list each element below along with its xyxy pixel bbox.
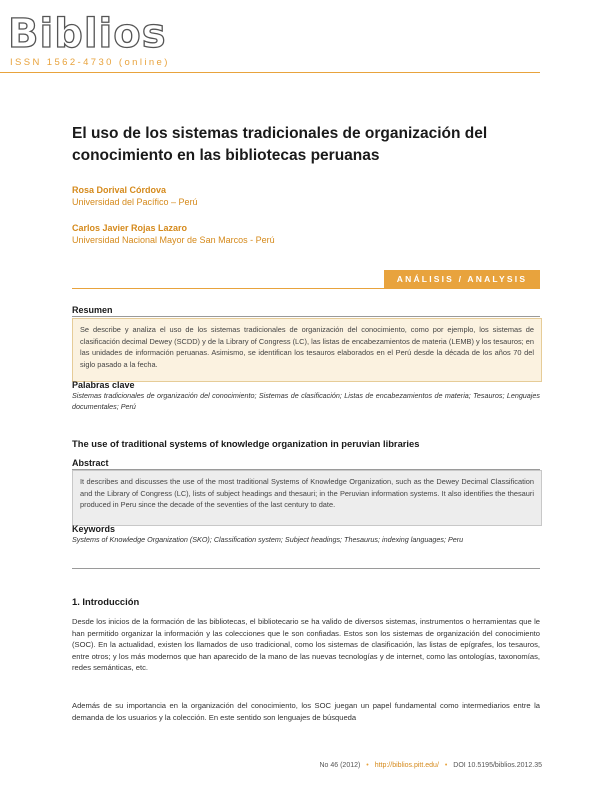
article-title: El uso de los sistemas tradicionales de organización del conocimiento en las bibliotecas peruanas xyxy=(72,125,488,164)
resumen-label: Resumen xyxy=(72,305,113,315)
author-name: Rosa Dorival Córdova xyxy=(72,185,167,195)
author-affiliation: Universidad del Pacífico – Perú xyxy=(72,197,198,207)
author-1 xyxy=(72,184,198,208)
abstract-label: Abstract xyxy=(72,458,109,468)
footer-issue: No 46 (2012) xyxy=(319,762,361,769)
abstract-box: It describes and discusses the use of the most traditional Systems of Knowledge Organization, such as the Dewey Decimal Classification and the Library of Congress (LC), lists of subject headings and thesauri; in the Peruvian information systems. It also identifies the thesauri produced in Peru since the decade of the seventies of the last century to date. xyxy=(72,470,542,526)
footer-separator: • xyxy=(366,762,369,769)
footer-doi: DOI 10.5195/biblios.2012.35 xyxy=(453,762,542,769)
journal-logo: Biblios xyxy=(8,11,167,57)
palabras-clave-text: Sistemas tradicionales de organización del conocimiento; Sistemas de clasificación; Listas de encabezamientos de materia; Tesauros; Lenguajes documentales; Perú xyxy=(72,391,540,411)
resumen-box: Se describe y analiza el uso de los sistemas tradicionales de organización del conocimiento, como por ejemplo, los sistemas de clasificación decimal Dewey (SCDD) y de la Library of Congress (LC), las listas de encabezamientos de materia (LEMB) y los tesauros; en las unidades de información peruanas. Asimismo, se identifican los tesauros elaborados en el Perú desde la década de los años 70 del siglo pasado a la fecha. xyxy=(72,318,542,382)
english-title: The use of traditional systems of knowledge organization in peruvian libraries xyxy=(72,438,420,449)
keywords-text: Systems of Knowledge Organization (SKO); Classification system; Subject headings; Thesaurus; indexing languages; Peru xyxy=(72,535,464,544)
issn: ISSN 1562-4730 (online) xyxy=(10,57,170,68)
page-footer xyxy=(286,762,542,769)
body-paragraph-1: Desde los inicios de la formación de las bibliotecas, el bibliotecario se ha valido de diversos sistemas, instrumentos o herramientas que le han permitido organizar la información y las colecciones que le son confiadas. Estos son los sistemas de organización del conocimiento (SOC). En la actualidad, existen los llamados de uso tradicional, como los sistemas de clasificación, las listas de epígrafes, los tesauros, entre otros; y los más modernos que han aparecido de la mano de las nuevas tecnologías y de internet, como las ontologías, taxonomías, redes semánticas, etc. xyxy=(72,617,540,673)
footer-url-link[interactable]: http://biblios.pitt.edu/ xyxy=(374,762,439,769)
author-name: Carlos Javier Rojas Lazaro xyxy=(72,223,188,233)
author-affiliation: Universidad Nacional Mayor de San Marcos - Perú xyxy=(72,235,275,245)
front-matter-rule xyxy=(72,568,540,569)
section-heading: 1. Introducción xyxy=(72,596,140,607)
author-2 xyxy=(72,222,275,246)
palabras-clave-label: Palabras clave xyxy=(72,380,135,390)
masthead-rule xyxy=(0,72,540,73)
keywords-label: Keywords xyxy=(72,524,116,534)
section-rule xyxy=(72,288,540,289)
body-paragraph-2: Además de su importancia en la organización del conocimiento, los SOC juegan un papel fundamental como intermediarios entre la demanda de los usuarios y la colección. En este sentido son lenguajes de búsqueda xyxy=(72,701,540,722)
masthead xyxy=(0,0,612,100)
section-label: ANÁLISIS / ANALYSIS xyxy=(384,270,540,288)
footer-separator: • xyxy=(444,762,448,769)
resumen-rule xyxy=(72,316,540,317)
